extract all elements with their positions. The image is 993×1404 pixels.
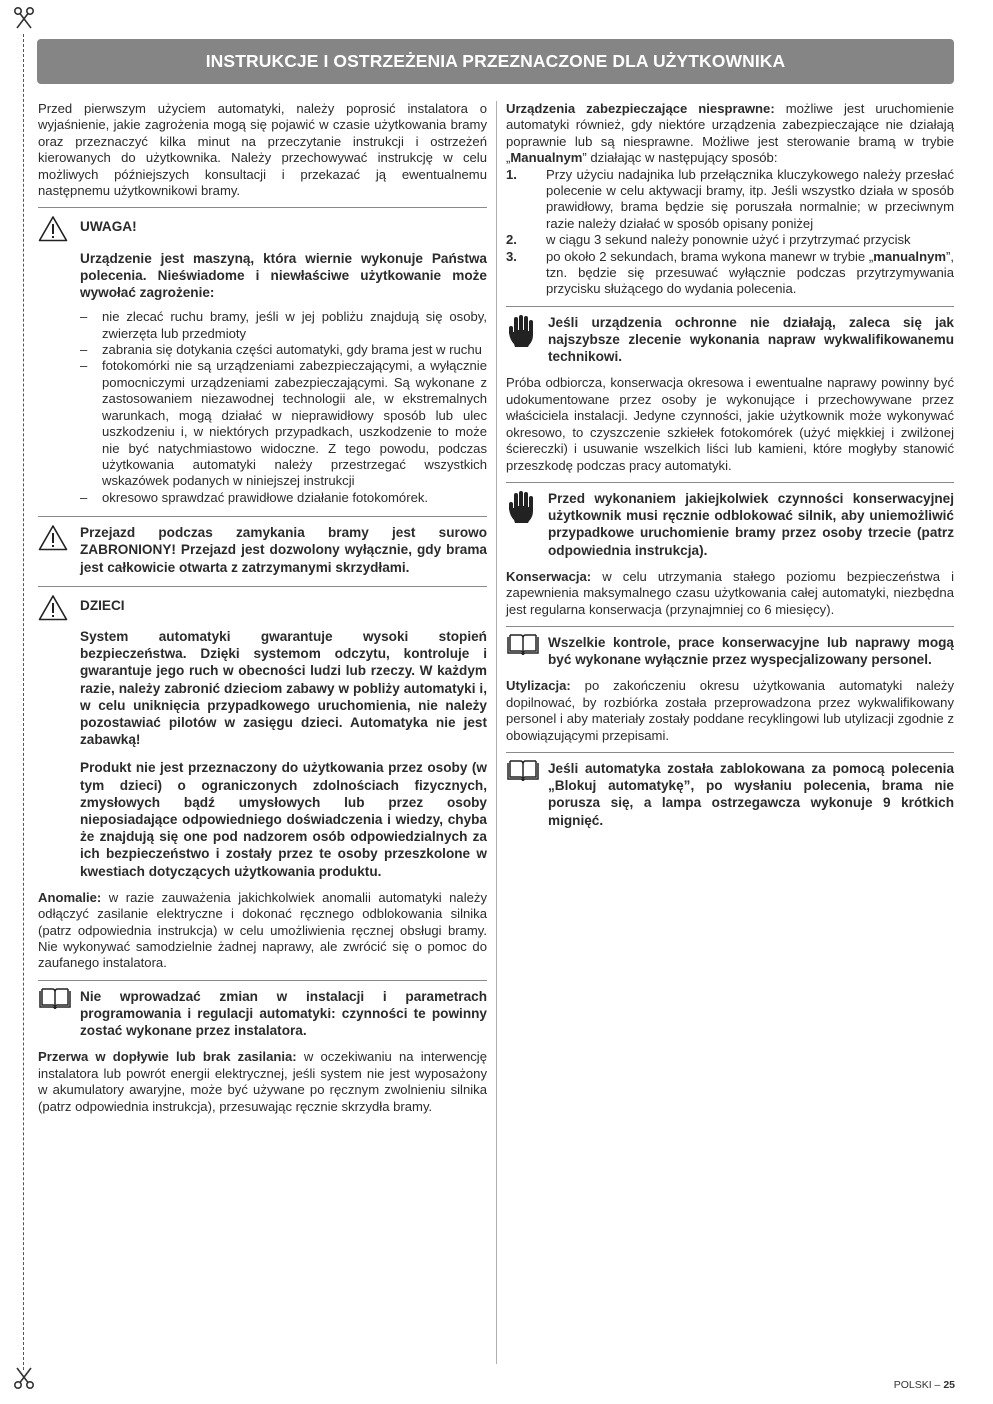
anomalies-paragraph: Anomalie: w razie zauważenia jakichkolwiek anomalii automatyki należy odłączyć zasilanie elektryczne i dokonać ręcznego odblokowania silnika (patrz odpowiednia instrukcja) w celu umożliwienia ręcznej obsługi bramy. Nie wykonywać samodzielnie żadnej naprawy, ale zwrócić się o pomoc do zaufanego instalatora. (38, 889, 487, 971)
list-item: 1. Przy użyciu nadajnika lub przełącznika kluczykowego należy przesłać polecenie w celu aktywacji bramy, itp. Jeśli wszystko działa w sposób prawidłowy, brama będzie się poruszała normalnie; w przeciwnym razie należy działać w sposób opisany poniżej (506, 166, 954, 231)
warning-triangle-icon (38, 215, 68, 242)
unlock-notice (506, 483, 954, 559)
manual-notice-text: Nie wprowadzać zmian w instalacji i parametrach programowania i regulacji automatyki: czynności te powinny zostać wykonane przez instalatora. (80, 988, 487, 1039)
list-item: – fotokomórki nie są urządzeniami zabezpieczającymi, a wyłącznie pomocniczymi urządzeniami zabezpieczającymi. Są wykonane z zastosowaniem niezawodnej technologii ale, w ekstremalnych warunkach, mogą działać w nieprawidłowy sposób lub ulec uszkodzeniu i, w niektórych przypadkach, uszkodzenie to może nie być natychmiastowo widoczne. Z tego powodu, podczas użytkowania automatyki należy przestrzegać wszystkich wskazówek podanych w niniejszej instrukcji (80, 358, 487, 489)
footer-language: POLSKI (893, 1379, 932, 1391)
scissors-icon (12, 6, 36, 30)
warning-list (80, 309, 487, 506)
cut-line (23, 34, 24, 1370)
power-paragraph: Przerwa w dopływie lub brak zasilania: w oczekiwaniu na interwencję instalatora lub powrót energii elektrycznej, jeśli system nie jest wyposażony w akumulatory awaryjne, może być używane po ręcznym zwolnieniu silnika (patrz odpowiednia instrukcja), przesuwając ręcznie skrzydła bramy. (38, 1049, 487, 1114)
list-item: – okresowo sprawdzać prawidłowe działanie fotokomórek. (80, 489, 429, 505)
stop-hand-icon (506, 314, 536, 348)
maintenance-paragraph: Konserwacja: w celu utrzymania stałego poziomu bezpieczeństwa i zapewnienia maksymalnego czasu użytkowania całej automatyki, niezbędna jest regularna konserwacja (przynajmniej co 6 miesięcy). (506, 568, 954, 617)
list-item: 3. po około 2 sekundach, brama wykona manewr w trybie „manualnym”, tzn. będzie się przesuwać wyłącznie podczas przytrzymywania przycisku służącego do wydania polecenia. (506, 248, 954, 297)
warning-heading: UWAGA! (80, 219, 137, 235)
specialist-notice (506, 627, 954, 668)
page-title: INSTRUKCJE I OSTRZEŻENIA PRZEZNACZONE DLA UŻYTKOWNIKA (205, 51, 786, 71)
manual-book-icon (38, 988, 72, 1010)
manual-book-icon (506, 634, 540, 656)
stop-hand-icon (506, 490, 536, 524)
children-paragraph: System automatyki gwarantuje wysoki stopień bezpieczeństwa. Dzięki systemom odczytu, kontroluje i gwarantuje jego ruch w obecności ludzi lub rzeczy. W każdym razie, należy zabronić dzieciom zabawy w pobliży automatyki i, w celu uniknięcia przypadkowego uruchomienia, nie należy pozostawiać pilotów w zasięgu dzieci. Automatyka nie jest zabawką! (80, 628, 487, 748)
page-title-banner (37, 39, 954, 84)
page-number: 25 (943, 1379, 955, 1391)
warning-triangle-icon (38, 524, 68, 551)
right-column (506, 101, 954, 839)
list-item: – nie zlecać ruchu bramy, jeśli w jej pobliżu znajdują się osoby, zwierzęta lub przedmioty (80, 309, 487, 341)
page-footer: POLSKI – 25 (893, 1379, 955, 1391)
children-heading: DZIECI (80, 597, 125, 613)
unlock-notice-text: Przed wykonaniem jakiejkolwiek czynności konserwacyjnej użytkownik musi ręcznie odblokować silnik, aby uniemożliwić przypadkowe uruchomienie bramy przez osoby trzecie (patrz odpowiednia instrukcja). (548, 490, 954, 558)
manual-notice (38, 981, 487, 1040)
block-notice-text: Jeśli automatyka została zablokowana za pomocą polecenia „Blokuj automatykę”, po wysłaniu polecenia, brama nie porusza się, a lampa ostrzegawcza wykonuje 9 krótkich mignięć. (548, 760, 954, 828)
warning-lead: Urządzenie jest maszyną, która wiernie wykonuje Państwa polecenia. Nieświadome i niewłaściwe użytkowanie może wywołać zagrożenie: (80, 250, 487, 301)
faulty-devices-paragraph: Urządzenia zabezpieczające niesprawne: możliwe jest uruchomienie automatyki również, gdy niektóre urządzenia zabezpieczające nie działają poprawnie lub są niesprawne. Możliwe jest sterowanie bramą w trybie „Manualnym” działając w następujący sposób: (506, 101, 954, 166)
block-notice (506, 753, 954, 829)
passage-warning (38, 517, 487, 576)
repair-notice (506, 307, 954, 366)
left-column (38, 101, 487, 1123)
children-notice (38, 587, 487, 880)
manual-book-icon (506, 760, 540, 782)
disposal-paragraph: Utylizacja: po zakończeniu okresu użytkowania automatyki należy dopilnować, by rozbiórka została przeprowadzona przez wykwalifikowany personel i aby materiały zostały poddane recyklingowi lub utylizacji zgodnie z obowiązującymi przepisami. (506, 678, 954, 743)
children-paragraph: Produkt nie jest przeznaczony do użytkowania przez osoby (w tym dzieci) o ograniczonych zdolnościach fizycznych, zmysłowych bądź umysłowych lub przez osoby nieposiadające odpowiedniego doświadczenia i wiedzy, chyba że znajdują się one pod nadzorem osób odpowiedzialnych za ich bezpieczeństwo i zostały przez te osoby przeszkolone w kwestiach dotyczących użytkowania produktu. (80, 760, 487, 879)
warning-notice (38, 208, 487, 506)
scissors-icon (12, 1366, 36, 1390)
warning-triangle-icon (38, 594, 68, 621)
intro-text: Przed pierwszym użyciem automatyki, należy poprosić instalatora o wyjaśnienie, jakie zagrożenia mogą się pojawić w czasie użytkowania bramy oraz przeznaczyć kilka minut na przeczytanie instrukcji i ostrzeżeń kierowanych do użytkownika. Należy przechowywać instrukcję w celu możliwych późniejszych konsultacji i przekazać ją ewentualnemu następnemu użytkownikowi bramy. (38, 101, 487, 199)
specialist-notice-text: Wszelkie kontrole, prace konserwacyjne lub naprawy mogą być wykonane wyłącznie przez wyspecjalizowany personel. (548, 634, 954, 668)
list-item: 2. w ciągu 3 sekund należy ponownie użyć i przytrzymać przycisk (506, 232, 911, 248)
column-divider (496, 101, 497, 1364)
passage-warning-text: Przejazd podczas zamykania bramy jest surowo ZABRONIONY! Przejazd jest dozwolony wyłącznie, gdy brama jest całkowicie otwarta z zatrzymanymi skrzydłami. (80, 525, 487, 575)
manual-steps-list (506, 167, 954, 298)
repair-notice-text: Jeśli urządzenia ochronne nie działają, zaleca się jak najszybsze zlecenie wykonania napraw wykwalifikowanemu technikowi. (548, 314, 954, 365)
testing-paragraph: Próba odbiorcza, konserwacja okresowa i ewentualne naprawy powinny być udokumentowane przez osoby je wykonujące i przechowywane przez właściciela instalacji. Jedyne czynności, jakie użytkownik może wykonywać okresowo, to czyszczenie szkiełek fotokomórek (użyć miękkiej i zwilżonej ściereczki) i usuwanie wszelkich liści lub kamieni, które mogłyby stanowić przeszkodę podczas pracy automatyki. (506, 375, 954, 473)
list-item: – zabrania się dotykania części automatyki, gdy brama jest w ruchu (80, 342, 482, 358)
